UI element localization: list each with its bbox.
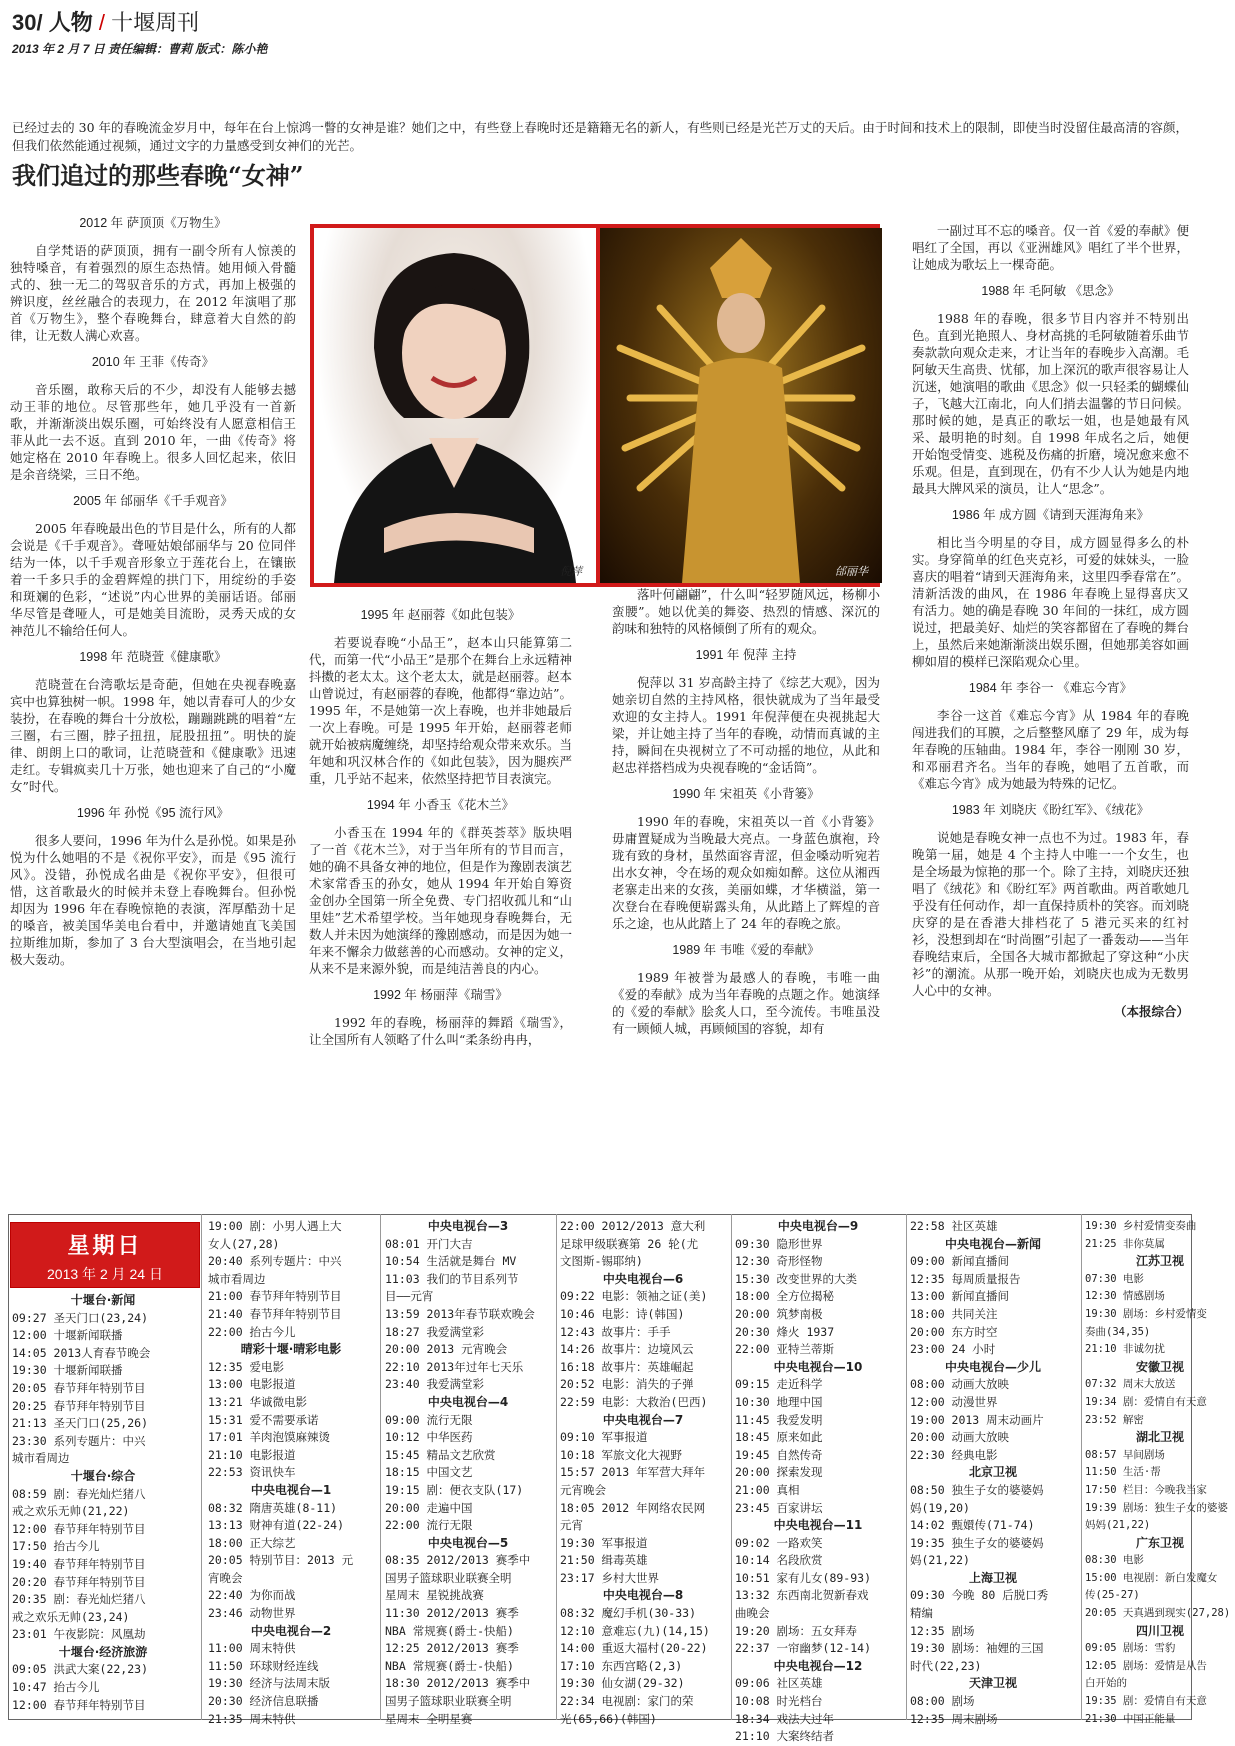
tv-program-line: 20:52 电影：消失的子弹 <box>560 1377 694 1392</box>
tv-channel-name: 上海卫视 <box>968 1570 1017 1585</box>
section-paragraph: 很多人要问，1996 年为什么是孙悦。如果是孙悦为什么她唱的不是《祝你平安》，而是《95 流行风》。没错，孙悦成名曲是《祝你平安》，但很可惜，这首歌最火的时候并未登上春晚舞台。但孙悦却因为 1996 年在春晚惊艳的表演，浑厚酷劲十足的嗓音，被美国华美电台看中，并邀请她直飞美国拉斯维加斯，参加了 3 台大型演唱会，在当地引起极大轰动。 <box>10 833 296 967</box>
tv-channel-name: 十堰台·综合 <box>70 1468 136 1483</box>
tv-program-line: 22:59 电影：大救治(巴西) <box>560 1394 708 1409</box>
tv-program-line: 14:00 重返大福村(20-22) <box>560 1641 708 1656</box>
tv-program-line: 17:50 抬古今儿 <box>12 1539 100 1554</box>
section-paragraph: 1992 年的春晚，杨丽萍的舞蹈《瑞雪》，让全国所有人领略了什么叫“柔条纷冉冉， <box>309 1015 572 1047</box>
tv-program-line: 22:00 2012/2013 意大利 <box>560 1219 706 1233</box>
tv-program-line: 23:46 动物世界 <box>208 1606 296 1621</box>
tv-channel-name: 安徽卫视 <box>1135 1359 1184 1374</box>
tv-program-line: 22:10 2013年过年七天乐 <box>385 1359 524 1374</box>
tv-program-line: 08:00 动画大放映 <box>910 1377 1010 1392</box>
section-paragraph: 落叶何翩翩”，什么叫“轻罗随风远，杨柳小蛮腰”。她以优美的舞姿、热烈的情感、深沉的韵味和独特的风格倾倒了所有的观众。 <box>612 587 880 636</box>
tv-program-line: 17:50 栏目：今晚我当家 <box>1085 1483 1207 1496</box>
tv-program-line: 08:01 开门大吉 <box>385 1236 473 1251</box>
section-paragraph: 倪萍以 31 岁高龄主持了《综艺大观》，因为她亲切自然的主持风格，很快就成为了当年最受欢迎的女主持人。1991 年倪萍便在央视挑起大梁，并让她主持了当年的春晚，动情而真诚的主持，瞬间在央视树立了不可动摇的地位，从此和赵忠祥搭档成为央视春晚的“金话筒”。 <box>612 675 880 775</box>
tv-program-line: 22:40 为你而战 <box>208 1588 296 1603</box>
tv-program-line: 传(25-27) <box>1085 1589 1140 1602</box>
tv-program-line: 18:00 全方位揭秘 <box>735 1289 835 1304</box>
author-credit: （本报综合） <box>1113 1004 1189 1019</box>
tv-program-line: 09:30 隐形世界 <box>735 1236 823 1251</box>
tv-program-line: 元宵 <box>560 1518 583 1533</box>
tv-channel-name: 广东卫视 <box>1135 1535 1184 1550</box>
tv-program-line: 妈(21,22) <box>910 1553 970 1568</box>
section-heading: 1996 年 孙悦《95 流行风》 <box>76 806 230 820</box>
tv-program-line: 08:32 魔幻手机(30-33) <box>560 1606 697 1621</box>
tv-program-line: 光(65,66)(韩国) <box>560 1711 657 1726</box>
tv-channel-name: 中央电视台—少儿 <box>944 1359 1041 1374</box>
tv-program-line: 19:15 剧：便衣支队(17) <box>385 1482 524 1497</box>
section-heading: 2005 年 邰丽华《千手观音》 <box>73 494 233 508</box>
column-2 <box>309 597 572 1052</box>
tv-col-6 <box>910 1218 1076 1728</box>
tv-program-line: 13:32 东西南北贺新春戏 <box>735 1588 869 1603</box>
tv-program-line: 12:35 剧场 <box>910 1623 975 1638</box>
tv-program-line: 时代(22,23) <box>910 1658 982 1673</box>
tv-program-line: 08:57 早间剧场 <box>1085 1448 1165 1461</box>
tv-program-line: 09:10 军事报道 <box>560 1430 648 1445</box>
article-title: 我们追过的那些春晚“女神” <box>12 161 304 190</box>
tv-program-line: 18:27 我爱满堂彩 <box>385 1324 485 1339</box>
tv-program-line: 12:35 周末剧场 <box>910 1711 998 1726</box>
tv-program-line: 妈(19,20) <box>910 1500 970 1515</box>
tv-channel-name: 中央电视台—4 <box>427 1394 509 1409</box>
tv-day: 星期日 <box>67 1233 143 1259</box>
tv-program-line: 11:45 我爱发明 <box>735 1412 823 1427</box>
tv-program-line: 10:30 地理中国 <box>735 1394 823 1409</box>
section-paragraph: 小香玉在 1994 年的《群英荟萃》版块唱了一首《花木兰》，对于当年所有的节目而言，她的确不具备女神的地位，但是作为豫剧表演艺术家常香玉的孙女，她从 1994 年开始自筹资金创办全国第一所全免费、专门招收孤儿和“山里娃”艺术希望学校。当年她现身春晚舞台，无数人并未因为她演绎的豫剧感动，而是因为她一年来不懈余力做慈善的心而感动。女神的定义，从来不是来源外貌，而是纯洁善良的内心。 <box>309 825 572 976</box>
section-heading: 1983 年 刘晓庆《盼红军》、《绒花》 <box>951 803 1150 817</box>
tv-program-line: 08:00 剧场 <box>910 1694 975 1709</box>
tv-program-line: 19:35 独生子女的婆婆妈 <box>910 1535 1044 1550</box>
tv-program-line: 20:25 春节拜年特别节目 <box>12 1398 146 1413</box>
photo-panel <box>310 224 880 587</box>
section-paragraph: 范晓萱在台湾歌坛是奇葩，但她在央视春晚嘉宾中也算独树一帜。1998 年，她以青春可人的少女装扮，在春晚的舞台十分放松，蹦蹦跳跳的唱着“左三圈，右三圈，脖子扭扭，屁股扭扭”。明快的旋律、朗朗上口的歌词，让范晓萱和《健康歌》迅速走红。专辑疯卖几十万张，她也迎来了自己的“小魔女”时代。 <box>10 677 296 794</box>
tv-program-line: 10:08 时光档台 <box>735 1694 823 1709</box>
tv-program-line: 21:40 春节拜年特别节目 <box>208 1306 342 1321</box>
tv-program-line: 15:00 电视剧：新白发魔女 <box>1085 1571 1218 1584</box>
tv-program-line: 19:39 剧场：独生子女的婆婆 <box>1085 1501 1228 1514</box>
tv-program-line: 13:00 电影报道 <box>208 1377 296 1392</box>
tv-program-line: 12:05 剧场：爱情是从告 <box>1085 1659 1207 1672</box>
tv-program-line: 23:52 解密 <box>1085 1413 1144 1426</box>
tv-program-line: 21:00 真相 <box>735 1482 800 1497</box>
tv-program-line: 22:00 亚特兰蒂斯 <box>735 1342 835 1357</box>
tv-program-line: 19:00 2013 周末动画片 <box>910 1412 1044 1427</box>
intro-paragraph: 已经过去的 30 年的春晚流金岁月中，每年在台上惊鸿一瞥的女神是谁？她们之中，有些登上春晚时还是籍籍无名的新人，有些则已经是光芒万丈的天后。由于时间和技术上的限制，即使当时没留住最高清的容颜，但我们依然能通过视频，通过文字的力量感受到女神们的光芒。 <box>12 120 1188 153</box>
date-editor-line: 2013 年 2 月 7 日 责任编辑：曹莉 版式：陈小艳 <box>12 42 268 56</box>
tv-program-line: 09:05 剧场：雪豹 <box>1085 1642 1176 1655</box>
section-heading: 1998 年 范晓萱《健康歌》 <box>79 650 227 664</box>
section-paragraph: 一副过耳不忘的嗓音。仅一首《爱的奉献》便唱红了全国，再以《亚洲雄风》唱红了半个世界，让她成为歌坛上一棵奇葩。 <box>912 223 1189 272</box>
tv-program-line: 12:00 十堰新闻联播 <box>12 1328 123 1343</box>
tv-program-line: 17:01 羊肉泡馍麻辣烫 <box>208 1430 331 1445</box>
tv-program-line: 20:35 剧：春光灿烂猪八 <box>12 1592 146 1607</box>
tv-program-line: 城市看周边 <box>12 1451 70 1466</box>
tv-program-line: 10:47 抬古今儿 <box>12 1680 100 1695</box>
dancer-illustration <box>600 228 882 583</box>
tv-program-line: 12:30 情感剧场 <box>1085 1290 1165 1303</box>
tv-program-line: 21:10 非诚勿扰 <box>1085 1343 1165 1356</box>
tv-program-line: 20:40 系列专题片：中兴 <box>208 1254 342 1269</box>
tv-program-line: 11:00 周末特供 <box>208 1641 296 1656</box>
tv-program-line: 元宵晚会 <box>560 1482 606 1497</box>
section-heading: 1991 年 倪萍 主持 <box>695 648 797 662</box>
tv-program-line: 21:00 春节拜年特别节目 <box>208 1289 342 1304</box>
tv-program-line: 18:00 共同关注 <box>910 1306 998 1321</box>
tv-program-line: 19:45 自然传奇 <box>735 1447 823 1462</box>
tv-program-line: 20:30 烽火 1937 <box>735 1324 835 1339</box>
tv-program-line: 12:10 意难忘(九)(14,15) <box>560 1623 710 1638</box>
tv-channel-name: 十堰台·新闻 <box>70 1293 136 1307</box>
tv-channel-name: 中央电视台—3 <box>427 1219 509 1233</box>
tv-program-line: 白开始的 <box>1085 1677 1127 1690</box>
tv-program-line: 09:30 今晚 80 后脱口秀 <box>910 1588 1049 1603</box>
column-1 <box>10 205 296 972</box>
tv-program-line: 奏曲(34,35) <box>1085 1325 1151 1338</box>
section-heading: 1990 年 宋祖英《小背篓》 <box>672 787 820 801</box>
tv-program-line: 12:00 春节拜年特别节目 <box>12 1521 146 1536</box>
tv-program-line: 07:30 电影 <box>1085 1272 1144 1285</box>
column-3 <box>612 586 880 1041</box>
tv-program-line: 21:13 圣天门口(25,26) <box>12 1416 149 1431</box>
tv-channel-name: 中央电视台—1 <box>250 1482 332 1497</box>
tv-program-line: 戒之欢乐无帅(23,24) <box>12 1609 130 1624</box>
tv-program-line: 23:45 百家讲坛 <box>735 1500 823 1515</box>
tv-program-line: 22:00 流行无限 <box>385 1518 473 1533</box>
tv-channel-name: 中央电视台—10 <box>773 1359 863 1374</box>
tv-channel-name: 十堰台·经济旅游 <box>58 1644 148 1659</box>
section-heading: 1986 年 成方圆《请到天涯海角来》 <box>951 508 1150 522</box>
paper-name: 十堰周刊 <box>111 10 200 35</box>
tv-program-line: 09:00 新闻直播间 <box>910 1254 1010 1269</box>
tv-program-line: 20:20 春节拜年特别节目 <box>12 1574 146 1589</box>
tv-program-line: 19:30 经济与法周末版 <box>208 1676 331 1691</box>
section-paragraph: 1989 年被誉为最感人的春晚，韦唯一曲《爱的奉献》成为当年春晚的点题之作。她演绎的《爱的奉献》脍炙人口，至今流传。韦唯虽没有一顾倾人城，再顾倾国的容貌，却有 <box>612 970 880 1036</box>
tv-program-line: 19:00 剧：小男人遇上大 <box>208 1219 342 1233</box>
tv-program-line: 23:00 24 小时 <box>910 1342 996 1357</box>
tv-program-line: 10:12 中华医药 <box>385 1430 473 1445</box>
tv-program-line: 20:00 东方时空 <box>910 1324 998 1339</box>
tv-program-line: 15:45 精品文艺欣赏 <box>385 1447 496 1462</box>
section-paragraph: 李谷一这首《难忘今宵》从 1984 年的春晚闯进我们的耳膜，之后整整风靡了 29 年，成为每年春晚的压轴曲。1984 年，李谷一刚刚 30 岁，和邓丽君齐名。当年的春晚，她唱了五首歌，而《难忘今宵》成为她最为特殊的记忆。 <box>912 708 1189 791</box>
section-paragraph: 2005 年春晚最出色的节目是什么，所有的人都会说是《千手观音》。聋哑姑娘邰丽华与 20 位同伴结为一体，以千手观音形象立于莲花台上，在镶嵌着一千多只手的金碧辉煌的拱门下，用绽纷的手姿和斑斓的色彩，“述说”内心世界的美丽话语。邰丽华尽管是聋哑人，可是她美目流盼，灵秀天成的女神范儿不输给任何人。 <box>10 521 296 638</box>
tv-program-line: 20:00 筑梦南极 <box>735 1306 823 1321</box>
tv-program-line: 21:10 电影报道 <box>208 1447 296 1462</box>
tv-program-line: 08:35 2012/2013 赛季中 <box>385 1553 531 1568</box>
tv-program-line: 19:30 十堰新闻联播 <box>12 1363 123 1378</box>
tv-channel-name: 四川卫视 <box>1135 1623 1184 1638</box>
tv-channel-name: 中央电视台—11 <box>773 1518 863 1533</box>
tv-program-line: 09:06 社区英雄 <box>735 1676 823 1691</box>
tv-channel-name: 湖北卫视 <box>1135 1430 1184 1445</box>
tv-channel-name: 中央电视台—8 <box>602 1588 684 1603</box>
tv-program-line: 精编 <box>910 1606 933 1621</box>
tv-program-line: 10:54 生活就是舞台 MV <box>385 1254 517 1269</box>
tv-program-line: 12:35 爱电影 <box>208 1359 285 1374</box>
tv-program-line: 20:00 探索发现 <box>735 1465 823 1480</box>
tv-program-line: 23:17 乡村大世界 <box>560 1570 660 1585</box>
tv-channel-name: 中央电视台—5 <box>427 1535 509 1550</box>
tv-program-line: 12:25 2012/2013 赛季 <box>385 1641 519 1656</box>
tv-channel-name: 北京卫视 <box>968 1465 1017 1480</box>
tv-program-line: 23:30 系列专题片：中兴 <box>12 1433 146 1448</box>
tv-program-line: 09:27 圣天门口(23,24) <box>12 1310 149 1325</box>
tv-program-line: 22:34 电视剧：家门的荣 <box>560 1694 694 1709</box>
tv-program-line: 17:10 东西宫略(2,3) <box>560 1658 683 1673</box>
tv-channel-name: 中央电视台—7 <box>602 1412 684 1427</box>
tv-program-line: 21:30 中国正能量 <box>1085 1712 1176 1725</box>
tv-program-line: 19:30 军事报道 <box>560 1535 648 1550</box>
column-4 <box>912 222 1189 1020</box>
tv-program-line: 10:18 军旅文化大视野 <box>560 1447 683 1462</box>
section-paragraph: 1990 年的春晚，宋祖英以一首《小背篓》毋庸置疑成为当晚最大亮点。一身蓝色旗袍，玲珑有致的身材，虽然面容青涩，但金嗓动听宛若出水女神，令在场的观众如痴如醉。这位从湘西老寨走出来的女孩，美丽如蝶，才华横溢，第一次登台在春晚便崭露头角，从此踏上了辉煌的音乐之途，也从此踏上了 24 年的春晚之旅。 <box>612 814 880 931</box>
section-heading: 1994 年 小香玉《花木兰》 <box>366 798 515 812</box>
tv-channel-name: 中央电视台—9 <box>777 1219 859 1233</box>
tv-program-line: 18:05 2012 年网络农民网 <box>560 1500 706 1515</box>
tv-program-line: 20:05 春节拜年特别节目 <box>12 1380 146 1395</box>
tv-program-line: 21:35 周末特供 <box>208 1711 296 1726</box>
portrait-illustration <box>314 228 596 583</box>
tv-channel-name: 晴彩十堰·晴彩电影 <box>240 1342 342 1357</box>
section-heading: 1984 年 李谷一 《难忘今宵》 <box>968 681 1133 695</box>
tv-program-line: 10:46 电影：诗(韩国) <box>560 1306 685 1321</box>
tv-program-line: 18:30 2012/2013 赛季中 <box>385 1676 531 1691</box>
tv-col-2 <box>208 1218 374 1728</box>
tv-program-line: 08:59 剧：春光灿烂猪八 <box>12 1486 146 1501</box>
tv-program-line: 城市看周边 <box>208 1271 266 1286</box>
tv-program-line: 19:30 乡村爱情变奏曲 <box>1085 1220 1197 1232</box>
caption-left: 倪萍 <box>560 566 582 578</box>
tv-program-line: 10:51 家有儿女(89-93) <box>735 1570 872 1585</box>
tv-program-line: 11:50 环球财经连线 <box>208 1658 319 1673</box>
tv-program-line: 19:40 春节拜年特别节目 <box>12 1556 146 1571</box>
section-name: 人物 <box>48 10 93 35</box>
tv-program-line: 09:15 走近科学 <box>735 1377 823 1392</box>
tv-program-line: 14:26 故事片：边境风云 <box>560 1342 694 1357</box>
section-paragraph: 相比当今明星的夺目，成方圆显得多么的朴实。身穿简单的红色夹克衫，可爱的妹妹头，一脸喜庆的唱着“请到天涯海角来，这里四季春常在”。清新活泼的曲风，在 1986 年春晚上显得喜庆又有活力。她的确是春晚 30 年间的一抹红，成方圆说过，把最美好、灿烂的笑容都留在了春晚的舞台上，虽然后来她渐渐淡出娱乐圈，但她那美容如画柳如眉的模样已深陷观众心里。 <box>912 535 1189 669</box>
tv-program-line: 20:05 特别节目：2013 元 <box>208 1553 354 1568</box>
tv-program-line: 12:43 故事片：手手 <box>560 1324 671 1339</box>
tv-program-line: 19:30 仙女湖(29-32) <box>560 1676 685 1691</box>
tv-program-line: 09:05 洪武大案(22,23) <box>12 1662 149 1677</box>
tv-program-line: 15:31 爱不需要承诺 <box>208 1412 319 1427</box>
tv-program-line: 19:20 剧场：五女拜寿 <box>735 1623 858 1638</box>
tv-col-3 <box>385 1218 551 1728</box>
section-heading: 1992 年 杨丽萍《瑞雪》 <box>373 988 508 1002</box>
tv-program-line: 12:00 动漫世界 <box>910 1394 998 1409</box>
tv-program-line: 15:57 2013 年军营大拜年 <box>560 1465 706 1480</box>
page-number: 30/ <box>12 10 43 35</box>
tv-program-line: 09:02 一路欢笑 <box>735 1535 823 1550</box>
section-heading: 1988 年 毛阿敏 《思念》 <box>981 284 1120 298</box>
tv-day-header <box>10 1222 200 1288</box>
tv-program-line: 足球甲级联赛第 26 轮(尤 <box>560 1236 699 1251</box>
tv-program-line: 22:37 一帘幽梦(12-14) <box>735 1641 872 1656</box>
tv-col-4 <box>560 1218 726 1728</box>
tv-program-line: 13:13 财神有道(22-24) <box>208 1518 345 1533</box>
tv-program-line: 18:00 正大综艺 <box>208 1535 296 1550</box>
tv-program-line: 12:30 奇形怪物 <box>735 1254 823 1269</box>
tv-channel-name: 中央电视台—6 <box>602 1271 684 1286</box>
tv-program-line: 18:15 中国文艺 <box>385 1465 473 1480</box>
tv-program-line: 23:40 我爱满堂彩 <box>385 1377 485 1392</box>
tv-program-line: 12:35 每周质量报告 <box>910 1271 1021 1286</box>
tv-program-line: 11:30 2012/2013 赛季 <box>385 1606 519 1621</box>
tv-program-line: 15:30 改变世界的大类 <box>735 1271 858 1286</box>
tv-program-line: 13:00 新闻直播间 <box>910 1289 1010 1304</box>
tv-program-line: NBA 常规赛(爵士-快船) <box>385 1658 514 1673</box>
page-header: 30/ 人物 / 十堰周刊 <box>12 10 200 35</box>
caption-right: 邰丽华 <box>835 566 868 578</box>
tv-program-line: 20:00 2013 元宵晚会 <box>385 1342 508 1357</box>
section-paragraph: 说她是春晚女神一点也不为过。1983 年，春晚第一届，她是 4 个主持人中唯一一个女生，也是全场最为惊艳的那一个。除了主持，刘晓庆还独唱了《绒花》和《盼红军》两首歌曲。两首歌她几乎没有任何动作，却一直保持质朴的笑容。而刘晓庆穿的是在香港大排档花了 5 港元买来的红衬衫，没想到却在“时尚圈”引起了一番轰动——当年春晚结束后，全国各大城市都掀起了穿这种“小庆衫”的潮流。从那一晚开始，刘晓庆也成为无数男人心中的女神。 <box>912 830 1189 998</box>
tv-program-line: 23:01 午夜影院：风凰劫 <box>12 1627 146 1642</box>
tv-col-5 <box>735 1218 901 1746</box>
section-paragraph: 自学梵语的萨顶顶，拥有一副令所有人惊羡的独特嗓音，有着强烈的原生态热情。她用倾入骨髓式的、独一无二的驾驭音乐的方式，再加上极强的辨识度，丝丝融合的表现力，在 2012 年演唱了那首《万物生》，整个春晚舞台，肆意着大自然的韵律，让无数人满心欢喜。 <box>10 243 296 343</box>
tv-program-line: 20:05 天真遇到现实(27,28) <box>1085 1607 1231 1620</box>
tv-program-line: 国男子篮球职业联赛全明 <box>385 1694 512 1709</box>
tv-program-line: 11:03 我们的节目系列节 <box>385 1271 519 1286</box>
tv-program-line: 22:00 抬古今儿 <box>208 1324 296 1339</box>
section-paragraph: 若要说春晚“小品王”，赵本山只能算第二代，而第一代“小品王”是那个在舞台上永远精神抖擞的老太太。这个老太太，就是赵丽蓉。赵本山曾说过，有赵丽蓉的春晚，他都得“靠边站”。1995 年，不是她第一次上春晚，也并非她最后一次上春晚。可是 1995 年开始，赵丽蓉老师就开始被病魔缠绕，却坚持给观众带来欢乐。当年她和巩汉林合作的《如此包装》，因为腿疾严重，几乎站不起来，依然坚持把节目表演完。 <box>309 635 572 786</box>
section-heading: 1995 年 赵丽蓉《如此包装》 <box>360 608 521 622</box>
tv-col-1 <box>12 1292 194 1714</box>
tv-program-line: 08:32 隋唐英雄(8-11) <box>208 1500 338 1515</box>
tv-col-7 <box>1085 1218 1235 1728</box>
tv-channel-name: 中央电视台—新闻 <box>944 1236 1041 1251</box>
tv-program-line: 22:53 资讯快车 <box>208 1465 296 1480</box>
tv-program-line: 19:34 剧：爱情自有天意 <box>1085 1395 1207 1408</box>
tv-program-line: 18:34 戏法大过年 <box>735 1711 835 1726</box>
tv-program-line: 09:22 电影：领袖之证(美) <box>560 1289 708 1304</box>
tv-program-line: 18:45 原来如此 <box>735 1430 823 1445</box>
tv-program-line: 20:00 走遍中国 <box>385 1500 473 1515</box>
tv-channel-name: 中央电视台—2 <box>250 1623 332 1638</box>
tv-program-line: 13:59 2013年春节联欢晚会 <box>385 1306 535 1321</box>
tv-program-line: 国男子篮球职业联赛全明 <box>385 1570 512 1585</box>
section-heading: 2010 年 王菲《传奇》 <box>91 355 215 369</box>
tv-program-line: 目——元宵 <box>385 1289 434 1304</box>
tv-program-line: 14:05 2013人育春节晚会 <box>12 1345 151 1360</box>
section-heading: 2012 年 萨顶顶《万物生》 <box>79 216 227 230</box>
tv-program-line: 21:25 非你莫属 <box>1085 1237 1165 1250</box>
tv-program-line: 星周末 星锐挑战赛 <box>385 1588 484 1603</box>
tv-program-line: 13:21 华诚微电影 <box>208 1394 308 1409</box>
tv-program-line: 19:30 剧场：袖娌的三国 <box>910 1641 1044 1656</box>
tv-program-line: 戒之欢乐无帅(21,22) <box>12 1504 130 1519</box>
tv-program-line: 宵晚会 <box>208 1570 243 1585</box>
tv-program-line: 星周末 全明星赛 <box>385 1711 473 1726</box>
section-heading: 1989 年 韦唯《爱的奉献》 <box>672 943 820 957</box>
tv-program-line: 女人(27,28) <box>208 1236 280 1251</box>
tv-program-line: 21:50 缉毒英雄 <box>560 1553 648 1568</box>
photo-tai-lihua <box>600 228 882 583</box>
tv-program-line: 19:35 剧：爱情自有天意 <box>1085 1695 1207 1708</box>
tv-program-line: 12:00 春节拜年特别节目 <box>12 1697 146 1712</box>
tv-program-line: 10:14 名段欣赏 <box>735 1553 823 1568</box>
tv-program-line: 16:18 故事片：英雄崛起 <box>560 1359 694 1374</box>
tv-channel-name: 天津卫视 <box>968 1676 1017 1691</box>
tv-program-line: 08:30 电影 <box>1085 1554 1144 1567</box>
tv-program-line: NBA 常规赛(爵士-快船) <box>385 1623 514 1638</box>
tv-program-line: 11:50 生活·帮 <box>1085 1466 1161 1479</box>
photo-ni-ping <box>314 228 596 583</box>
tv-program-line: 20:00 动画大放映 <box>910 1430 1010 1445</box>
tv-program-line: 08:50 独生子女的婆婆妈 <box>910 1482 1044 1497</box>
section-paragraph: 音乐圈，敢称天后的不少，却没有人能够去撼动王菲的地位。尽管那些年，她几乎没有一首新歌，并渐渐淡出娱乐圈，可始终没有人愿意相信王菲从此一去不返。直到 2010 年，一曲《传奇》将她定格在 2010 年春晚上。很多人回忆起来，依旧是余音绕梁，三日不绝。 <box>10 382 296 482</box>
tv-program-line: 09:00 流行无限 <box>385 1412 473 1427</box>
tv-program-line: 文图斯-锡耶纳) <box>560 1254 643 1269</box>
section-paragraph: 1988 年的春晚，很多节目内容并不特别出色。直到光艳照人、身材高挑的毛阿敏随着乐曲节奏款款向观众走来，才让当年的春晚步入高潮。毛阿敏天生高贵、忧郁，加上深沉的歌声很容易让人沉迷，她演唱的歌曲《思念》似一只轻柔的蝴蝶仙子，飞越大江南北，向人们捎去温馨的节日问候。那时候的她，是真正的歌坛一姐，也是她最有风采、最明艳的时刻。自 1998 年成名之后，她便开始饱受情变、逃税及伤痛的折磨，境况愈来愈不乐观。但是，直到现在，仍有不少人认为她是内地最具大牌风采的演员，让人“思念”。 <box>912 311 1189 496</box>
tv-program-line: 22:30 经典电影 <box>910 1447 998 1462</box>
tv-program-line: 20:30 经济信息联播 <box>208 1694 319 1709</box>
tv-date: 2013 年 2 月 24 日 <box>47 1266 163 1282</box>
tv-program-line: 07:32 周末大放送 <box>1085 1378 1176 1391</box>
tv-program-line: 19:30 剧场：乡村爱情变 <box>1085 1307 1207 1320</box>
tv-channel-name: 中央电视台—12 <box>773 1658 863 1673</box>
tv-program-line: 妈妈(21,22) <box>1085 1519 1151 1532</box>
tv-program-line: 曲晚会 <box>735 1606 770 1621</box>
tv-program-line: 21:10 大案终结者 <box>735 1729 835 1744</box>
tv-channel-name: 江苏卫视 <box>1135 1254 1184 1269</box>
tv-program-line: 22:58 社区英雄 <box>910 1219 998 1233</box>
tv-program-line: 14:02 甄嬛传(71-74) <box>910 1518 1035 1533</box>
